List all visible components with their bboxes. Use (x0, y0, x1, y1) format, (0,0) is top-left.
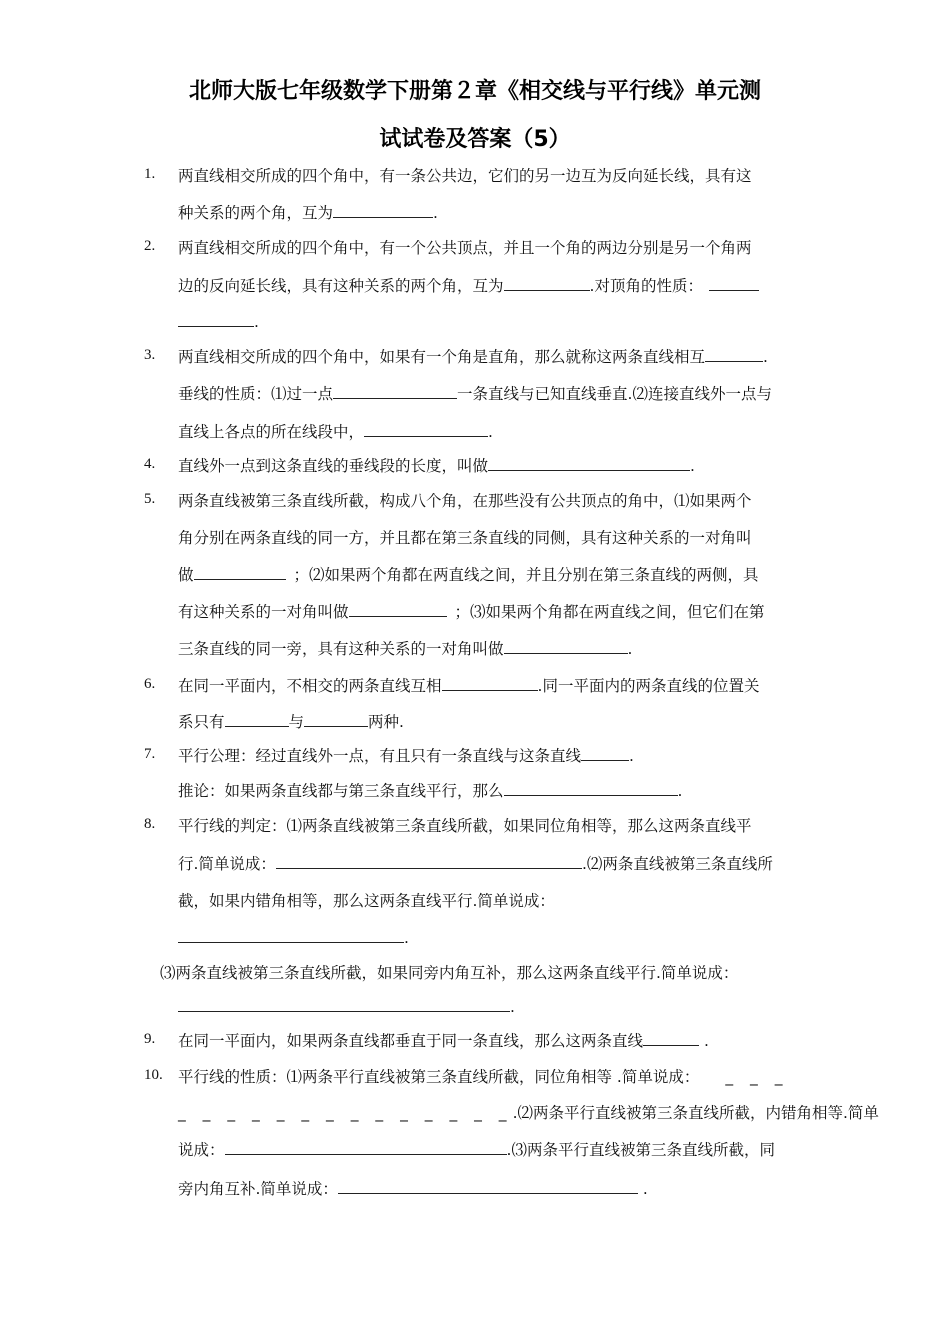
page-title-line2: 试试卷及答案（5） (379, 127, 571, 152)
answer-blank[interactable] (504, 781, 678, 796)
answer-blank[interactable] (488, 456, 690, 471)
answer-blank[interactable] (442, 676, 538, 691)
question-number: 10. (144, 1067, 163, 1083)
answer-blank[interactable] (333, 384, 457, 399)
answer-blank[interactable] (225, 1140, 507, 1155)
answer-blank[interactable] (349, 602, 447, 617)
question-text: 两直线相交所成的四个角中，有一条公共边，它们的另一边互为反向延长线，具有这 (178, 167, 752, 185)
answer-blank-dashed[interactable]: _ _ _ (725, 1068, 789, 1086)
question-text: ⑶两条直线被第三条直线所截，如果同旁内角互补，那么这两条直线平行.简单说成： (160, 964, 739, 982)
question-text: 在同一平面内，如果两条直线都垂直于同一条直线，那么这两条直线 . (178, 1032, 709, 1050)
answer-blank[interactable] (364, 422, 488, 437)
question-text: 种关系的两个角，互为 . (178, 204, 438, 222)
question-text: 边的反向延长线，具有这种关系的两个角，互为 .对顶角的性质： (178, 274, 759, 296)
question-number: 3. (144, 347, 156, 363)
answer-blank-dashed[interactable]: _ _ _ _ _ _ _ _ _ _ _ _ _ _ (178, 1104, 513, 1122)
answer-blank[interactable] (225, 712, 289, 727)
question-number: 6. (144, 676, 156, 692)
question-text: 推论：如果两条直线都与第三条直线平行，那么 . (178, 782, 683, 800)
answer-blank[interactable] (643, 1031, 699, 1046)
question-text: 角分别在两条直线的同一方，并且都在第三条直线的同侧，具有这种关系的一对角叫 (178, 529, 752, 547)
question-text: 旁内角互补.简单说成： . (178, 1180, 648, 1198)
question-text: 截，如果内错角相等，那么这两条直线平行.简单说成： (178, 892, 555, 910)
question-text: 平行线的性质：⑴两条平行直线被第三条直线所截，同位角相等 .简单说成： _ _ _ (178, 1068, 789, 1086)
question-text: 直线外一点到这条直线的垂线段的长度，叫做 . (178, 457, 695, 475)
answer-blank[interactable] (333, 203, 433, 218)
question-text: 两条直线被第三条直线所截，构成八个角，在那些没有公共顶点的角中，⑴如果两个 (178, 492, 752, 510)
answer-blank[interactable] (194, 565, 286, 580)
question-text: _ _ _ _ _ _ _ _ _ _ _ _ _ _.⑵两条平行直线被第三条直线所截，内错角相等.简单 (178, 1104, 879, 1122)
answer-blank[interactable] (178, 312, 254, 327)
answer-blank[interactable] (705, 347, 763, 362)
question-text: 说成： .⑶两条平行直线被第三条直线所截，同 (178, 1141, 775, 1159)
question-text: 两直线相交所成的四个角中，如果有一个角是直角，那么就称这两条直线相互 . (178, 348, 768, 366)
answer-blank[interactable] (178, 997, 510, 1012)
question-text: 在同一平面内，不相交的两条直线互相 .同一平面内的两条直线的位置关 (178, 677, 760, 695)
question-number: 2. (144, 238, 156, 254)
question-text: 做 ；⑵如果两个角都在两直线之间，并且分别在第三条直线的两侧，具 (178, 566, 759, 584)
question-number: 8. (144, 816, 156, 832)
question-number: 9. (144, 1031, 156, 1047)
answer-blank[interactable] (709, 276, 759, 291)
question-text: 垂线的性质：⑴过一点 一条直线与已知直线垂直.⑵连接直线外一点与 (178, 385, 772, 403)
question-text: . (178, 928, 409, 947)
question-text: 直线上各点的所在线段中， . (178, 423, 493, 441)
question-text: 平行线的判定：⑴两条直线被第三条直线所截，如果同位角相等，那么这两条直线平 (178, 817, 752, 835)
answer-blank[interactable] (338, 1179, 638, 1194)
question-text: 三条直线的同一旁，具有这种关系的一对角叫做 . (178, 640, 633, 658)
question-text: 行.简单说成： .⑵两条直线被第三条直线所 (178, 855, 773, 873)
page-title: 北师大版七年级数学下册第２章《相交线与平行线》单元测 (188, 79, 761, 104)
question-text: . (178, 997, 515, 1016)
question-text: 两直线相交所成的四个角中，有一个公共顶点，并且一个角的两边分别是另一个角两 (178, 239, 752, 257)
answer-blank[interactable] (581, 746, 629, 761)
question-text: 有这种关系的一对角叫做 ；⑶如果两个角都在两直线之间，但它们在第 (178, 603, 765, 621)
question-number: 5. (144, 491, 156, 507)
answer-blank[interactable] (178, 928, 404, 943)
answer-blank[interactable] (504, 276, 590, 291)
question-text: 平行公理：经过直线外一点，有且只有一条直线与这条直线 . (178, 747, 634, 765)
question-text: 系只有 与 两种. (178, 713, 404, 731)
question-number: 4. (144, 456, 156, 472)
answer-blank[interactable] (276, 854, 582, 869)
question-number: 1. (144, 166, 156, 182)
question-text: . (178, 312, 259, 331)
answer-blank[interactable] (304, 712, 368, 727)
answer-blank[interactable] (504, 639, 628, 654)
question-number: 7. (144, 746, 156, 762)
